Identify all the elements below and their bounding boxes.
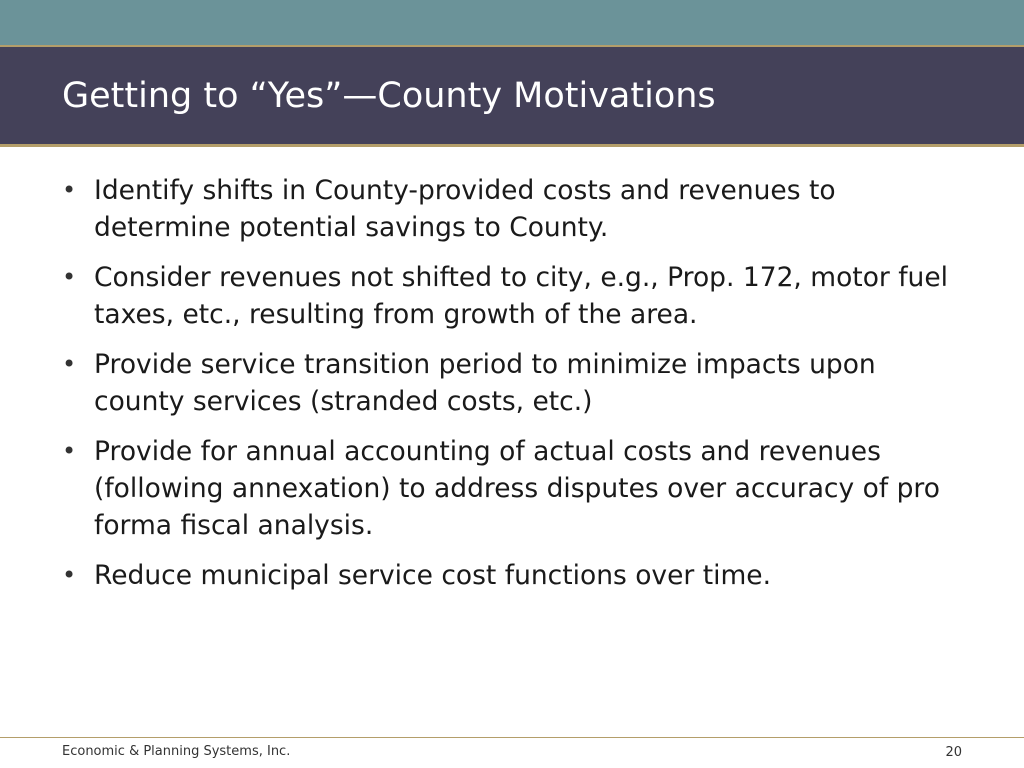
- bullet-item: [62, 433, 962, 544]
- slide-title: Getting to “Yes”—County Motivations: [62, 76, 716, 116]
- bullet-text: Identify shifts in County-provided costs and revenues to determine potential savings to County.: [94, 175, 836, 243]
- title-accent-rule: [0, 144, 1024, 147]
- bullet-text: Provide for annual accounting of actual costs and revenues (following annexation) to address disputes over accuracy of pro forma fiscal analysis.: [94, 436, 940, 541]
- footer-page-number: 20: [945, 745, 962, 760]
- top-color-band: [0, 0, 1024, 45]
- footer-company-name: Economic & Planning Systems, Inc.: [62, 744, 291, 759]
- bullet-dot-icon: •: [62, 350, 77, 378]
- footer-rule: [0, 737, 1024, 738]
- bullet-dot-icon: •: [62, 263, 77, 291]
- bullet-item: [62, 346, 962, 420]
- bullet-item: [62, 172, 962, 246]
- bullet-dot-icon: •: [62, 176, 77, 204]
- bullet-text: Provide service transition period to minimize impacts upon county services (stranded costs, etc.): [94, 349, 876, 417]
- bullet-list: [62, 172, 962, 607]
- bullet-dot-icon: •: [62, 561, 77, 589]
- bullet-item: [62, 259, 962, 333]
- bullet-text: Reduce municipal service cost functions over time.: [94, 560, 772, 591]
- bullet-item: [62, 557, 962, 594]
- bullet-dot-icon: •: [62, 437, 77, 465]
- bullet-text: Consider revenues not shifted to city, e.g., Prop. 172, motor fuel taxes, etc., resulting from growth of the area.: [94, 262, 949, 330]
